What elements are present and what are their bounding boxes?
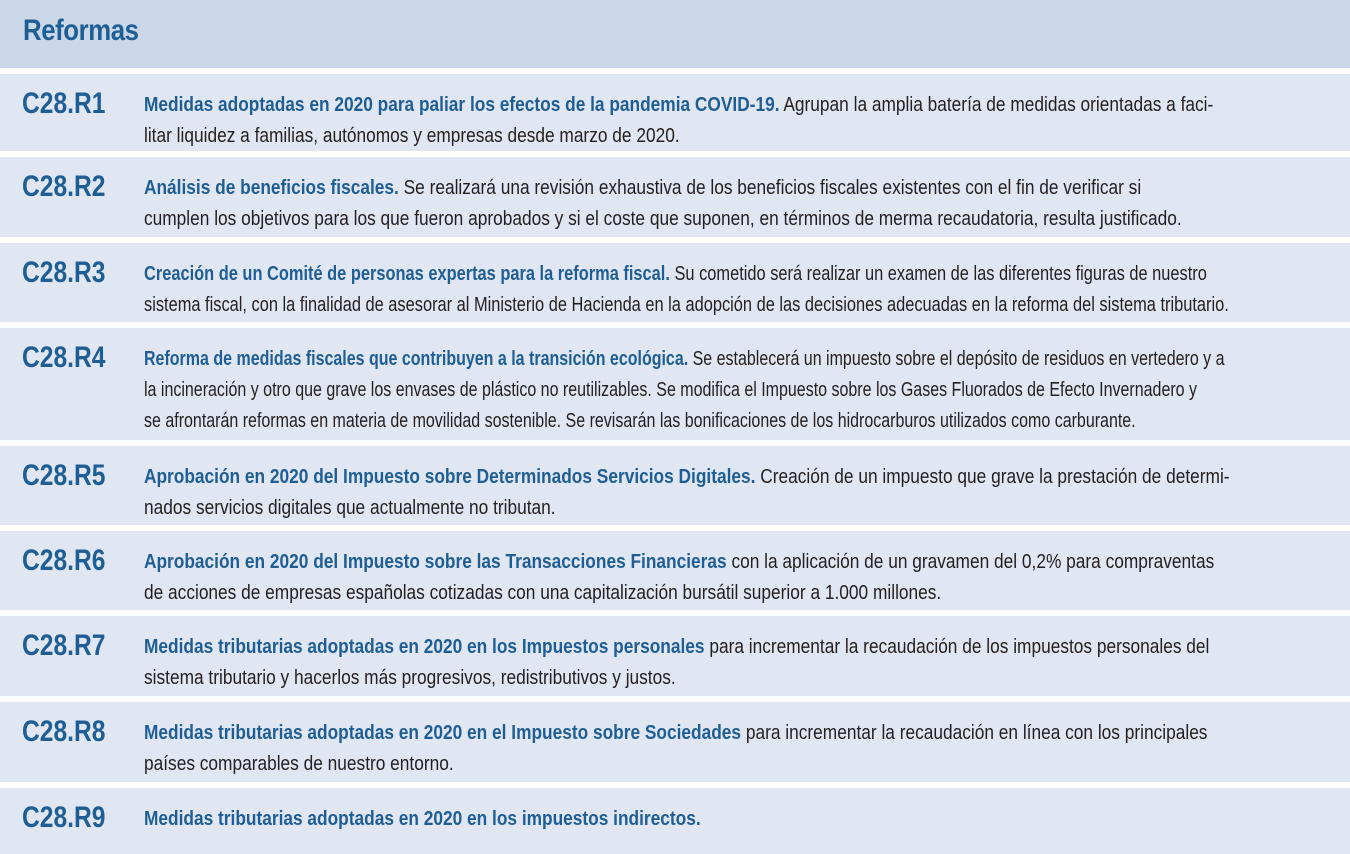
reform-text <box>144 547 1320 609</box>
reform-text <box>144 90 1320 152</box>
reform-row <box>0 531 1350 610</box>
reform-text <box>144 804 1320 835</box>
reform-lead: Medidas tributarias adoptadas en 2020 en los Impuestos personales <box>144 636 705 658</box>
reform-code: C28.R7 <box>22 629 106 662</box>
reform-row <box>0 243 1350 322</box>
reform-body: litar liquidez a familias, autónomos y empresas desde marzo de 2020. <box>144 125 680 147</box>
reform-text <box>144 632 1320 694</box>
reform-lead: Análisis de beneficios fiscales. <box>144 177 399 199</box>
reform-body: con la aplicación de un gravamen del 0,2% para compraventas <box>726 551 1215 573</box>
reform-lead: Medidas adoptadas en 2020 para paliar los efectos de la pandemia COVID-19. <box>144 94 780 116</box>
reform-row <box>0 616 1350 696</box>
reform-body: Creación de un impuesto que grave la prestación de determi- <box>755 466 1230 488</box>
reform-lead: Medidas tributarias adoptadas en 2020 en los impuestos indirectos. <box>144 808 701 830</box>
reform-row <box>0 157 1350 237</box>
reform-body: sistema fiscal, con la finalidad de asesorar al Ministerio de Hacienda en la adopción de las decisiones adecuadas en la reforma del sistema tributario. <box>144 294 1229 316</box>
reform-body: cumplen los objetivos para los que fueron aprobados y si el coste que suponen, en términos de merma recaudatoria, resulta justificado. <box>144 208 1182 230</box>
reform-body: se afrontarán reformas en materia de movilidad sostenible. Se revisarán las bonificaciones de los hidrocarburos utilizados como carburante. <box>144 410 1136 432</box>
reform-body: de acciones de empresas españolas cotizadas con una capitalización bursátil superior a 1.000 millones. <box>144 582 942 604</box>
reform-code: C28.R6 <box>22 544 106 577</box>
reform-row <box>0 328 1350 440</box>
section-title: Reformas <box>23 14 139 47</box>
reform-body: para incrementar la recaudación en línea con los principales <box>741 722 1208 744</box>
reform-row <box>0 446 1350 525</box>
section-header <box>0 0 1350 68</box>
reform-code: C28.R4 <box>22 341 106 374</box>
reform-text <box>144 173 1320 235</box>
reform-body: la incineración y otro que grave los envases de plástico no reutilizables. Se modifica el Impuesto sobre los Gases Fluorados de Efecto Invernadero y <box>144 379 1198 401</box>
reform-body: nados servicios digitales que actualmente no tributan. <box>144 497 556 519</box>
reform-lead: Aprobación en 2020 del Impuesto sobre Determinados Servicios Digitales. <box>144 466 756 488</box>
reform-lead: Creación de un Comité de personas expertas para la reforma fiscal. <box>144 263 670 285</box>
reform-lead: Reforma de medidas fiscales que contribuyen a la transición ecológica. <box>144 348 689 370</box>
reform-lead: Medidas tributarias adoptadas en 2020 en el Impuesto sobre Sociedades <box>144 722 742 744</box>
reform-body: Su cometido será realizar un examen de las diferentes figuras de nuestro <box>669 263 1207 285</box>
reform-code: C28.R5 <box>22 459 106 492</box>
reform-body: países comparables de nuestro entorno. <box>144 753 454 775</box>
reform-body: Se realizará una revisión exhaustiva de los beneficios fiscales existentes con el fin de verificar si <box>398 177 1142 199</box>
reform-code: C28.R2 <box>22 170 106 203</box>
reform-code: C28.R3 <box>22 256 106 289</box>
reform-row <box>0 74 1350 151</box>
reform-code: C28.R1 <box>22 87 106 120</box>
reform-text <box>144 344 1324 437</box>
reform-body: para incrementar la recaudación de los impuestos personales del <box>704 636 1210 658</box>
reform-code: C28.R9 <box>22 801 106 834</box>
reform-code: C28.R8 <box>22 715 106 748</box>
reform-text <box>144 718 1320 780</box>
reform-text <box>144 462 1320 524</box>
reform-row <box>0 702 1350 782</box>
reform-row <box>0 788 1350 854</box>
reform-text <box>144 259 1325 321</box>
reform-body: sistema tributario y hacerlos más progresivos, redistributivos y justos. <box>144 667 676 689</box>
reform-body: Se establecerá un impuesto sobre el depósito de residuos en vertedero y a <box>688 348 1225 370</box>
reform-lead: Aprobación en 2020 del Impuesto sobre las Transacciones Financieras <box>144 551 727 573</box>
reform-body: Agrupan la amplia batería de medidas orientadas a faci- <box>779 94 1214 116</box>
